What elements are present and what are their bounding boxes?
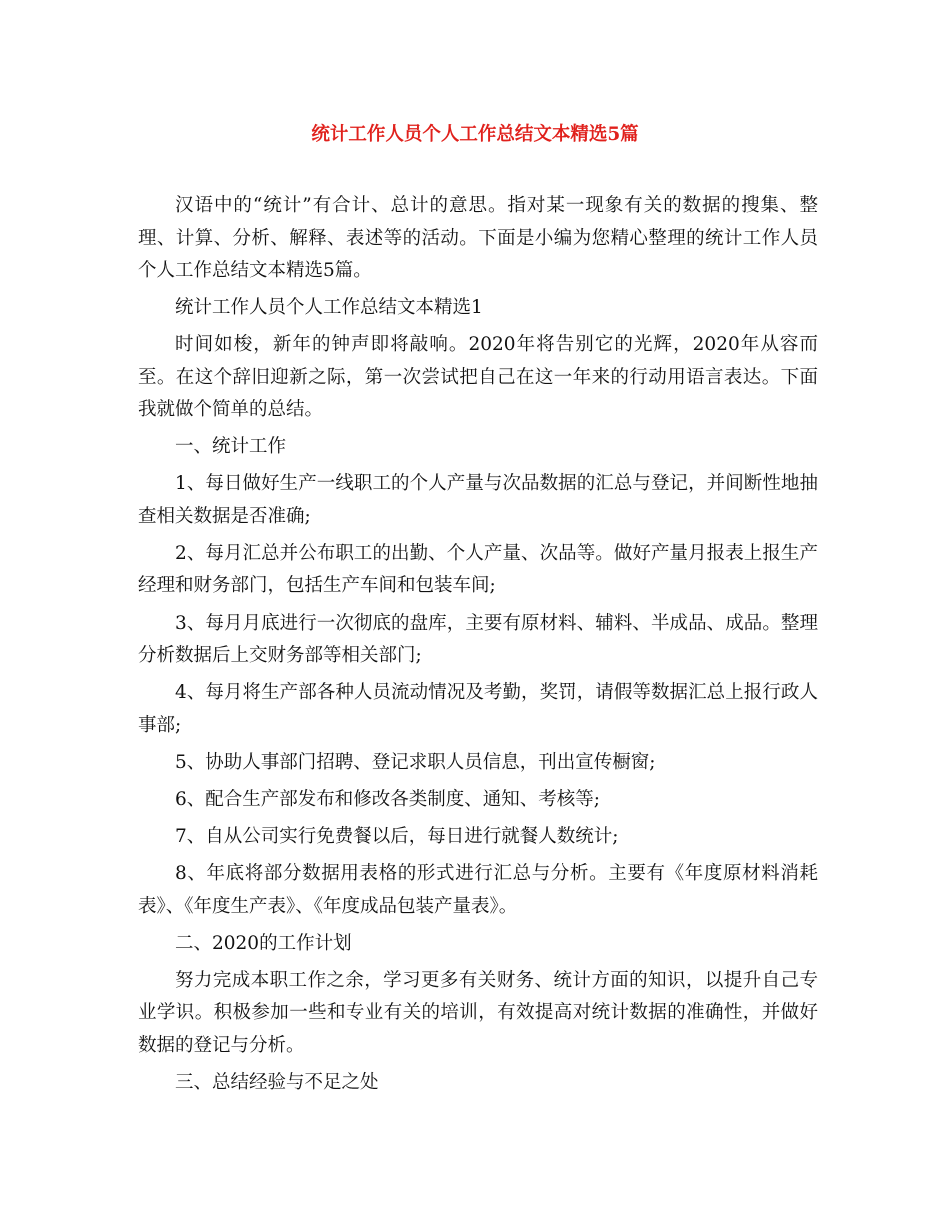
paragraph-opening: 时间如梭，新年的钟声即将敲响。2020年将告别它的光辉，2020年从容而至。在这个辞旧迎新之际，第一次尝试把自己在这一年来的行动用语言表达。下面我就做个简单的总结。 (138, 334, 818, 421)
list-item-5: 5、协助人事部门招聘、登记求职人员信息，刊出宣传橱窗; (175, 751, 656, 773)
list-item-1: 1、每日做好生产一线职工的个人产量与次品数据的汇总与登记，并间断性地抽查相关数据是否准确; (138, 473, 818, 527)
subheading-summary: 三、总结经验与不足之处 (175, 1071, 379, 1093)
list-item-3: 3、每月月底进行一次彻底的盘库，主要有原材料、辅料、半成品、成品。整理分析数据后上交财务部等相关部门; (138, 612, 818, 667)
list-item-8: 8、年底将部分数据用表格的形式进行汇总与分析。主要有《年度原材料消耗表》、《年度生产表》、《年度成品包装产量表》。 (138, 863, 818, 917)
list-item-4: 4、每月将生产部各种人员流动情况及考勤，奖罚，请假等数据汇总上报行政人事部; (138, 682, 818, 736)
paragraph-intro: 汉语中的“统计”有合计、总计的意思。指对某一现象有关的数据的搜集、整理、计算、分析、解释、表述等的活动。下面是小编为您精心整理的统计工作人员个人工作总结文本精选5篇。 (138, 195, 818, 281)
list-item-6: 6、配合生产部发布和修改各类制度、通知、考核等; (175, 788, 601, 810)
section-heading-1: 统计工作人员个人工作总结文本精选1 (175, 297, 483, 319)
document-title: 统计工作人员个人工作总结文本精选5篇 (311, 124, 639, 145)
list-item-7: 7、自从公司实行免费餐以后，每日进行就餐人数统计; (175, 825, 619, 847)
paragraph-work-plan: 努力完成本职工作之余，学习更多有关财务、统计方面的知识，以提升自己专业学识。积极参加一些和专业有关的培训，有效提高对统计数据的准确性，并做好数据的登记与分析。 (138, 969, 818, 1056)
subheading-statistics-work: 一、统计工作 (175, 436, 287, 458)
document-body (138, 190, 818, 1104)
list-item-2: 2、每月汇总并公布职工的出勤、个人产量、次品等。做好产量月报表上报生产经理和财务部门，包括生产车间和包装车间; (138, 542, 818, 597)
subheading-work-plan: 二、2020的工作计划 (175, 932, 352, 954)
